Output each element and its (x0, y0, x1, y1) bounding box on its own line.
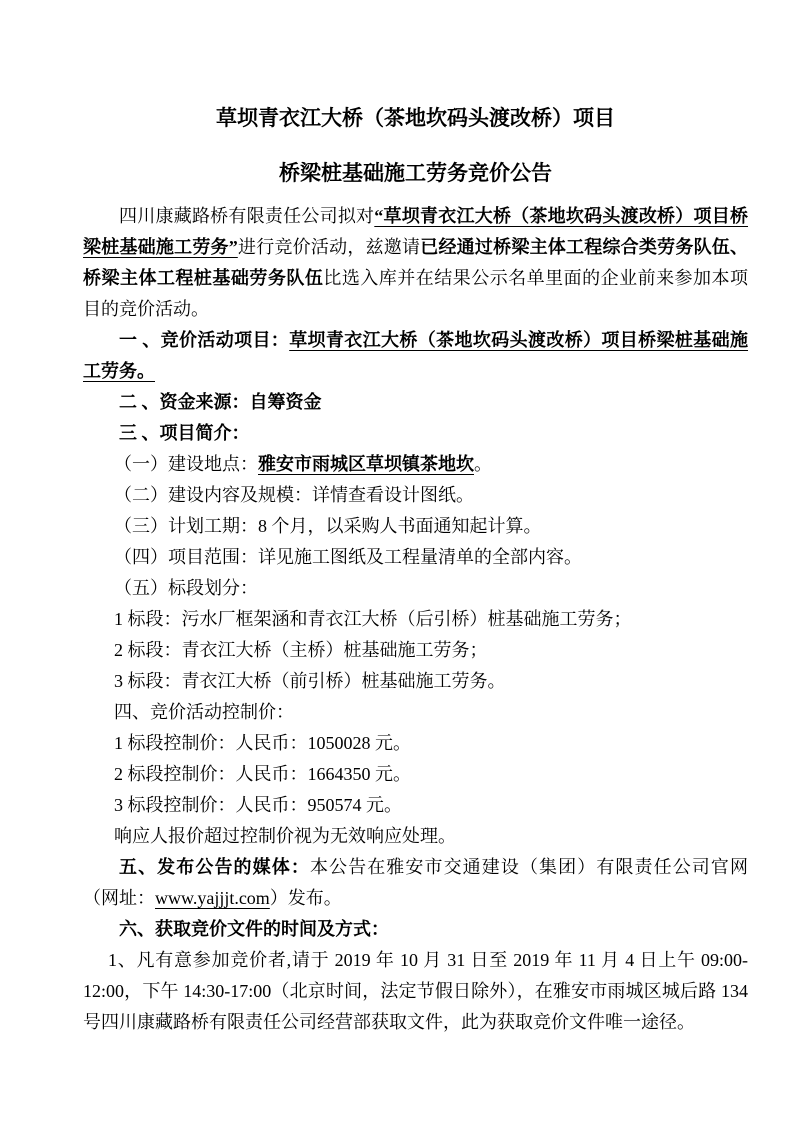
lot-3 (83, 666, 748, 697)
project-name-emphasis: “草坝青衣江大桥（茶地坎码头渡改桥）项目桥梁桩基础施工劳务” (83, 206, 749, 257)
text-run: （五）标段划分： (114, 578, 258, 598)
lot-2 (83, 635, 748, 666)
item-4-range (83, 542, 748, 573)
bidding-project-name: 草坝青衣江大桥（茶地坎码头渡改桥）项目桥梁桩基础施工劳务。 (83, 330, 749, 381)
text-run: 四川康藏路桥有限责任公司拟对 (119, 206, 375, 226)
section-4-heading (83, 697, 748, 728)
text-run: 本公告在雅安市交通建设（集团）有限责任公司官网（网址： (83, 857, 748, 908)
text-run: 2 标段控制价：人民币：1664350 元。 (114, 764, 411, 784)
lot-2-control-price (83, 759, 748, 790)
lot-3-control-price (83, 790, 748, 821)
title-line-2: 桥梁桩基础施工劳务竞价公告 (279, 161, 552, 185)
section-5-media (83, 852, 748, 914)
website-url: www.yajjjt.com (155, 888, 270, 908)
text-run: 四、竞价活动控制价： (114, 702, 294, 722)
item-1-location (83, 449, 748, 480)
item-2-scope (83, 480, 748, 511)
control-price-note (83, 821, 748, 852)
section-2-heading (83, 387, 748, 418)
lot-1 (83, 604, 748, 635)
text-run: （三）计划工期：8 个月，以采购人书面通知起计算。 (114, 516, 542, 536)
qualified-teams-emphasis: 已经通过桥梁主体工程综合类劳务队伍、桥梁主体工程桩基础劳务队伍 (83, 237, 749, 288)
text-run: （四）项目范围：详见施工图纸及工程量清单的全部内容。 (114, 547, 582, 567)
text-run: 2 标段：青衣江大桥（主桥）桩基础施工劳务； (114, 640, 488, 660)
text-run: 1 标段控制价：人民币：1050028 元。 (114, 733, 411, 753)
section-3-heading (83, 418, 748, 449)
section-6-heading (83, 914, 748, 945)
text-run: 1 标段：污水厂框架涵和青衣江大桥（后引桥）桩基础施工劳务； (114, 609, 632, 629)
text-run: 五、发布公告的媒体： (119, 857, 310, 877)
text-run: 。 (474, 454, 492, 474)
document-title (83, 91, 748, 201)
item-5-lots (83, 573, 748, 604)
text-run: 3 标段：青衣江大桥（前引桥）桩基础施工劳务。 (114, 671, 506, 691)
acquisition-paragraph (83, 945, 748, 1038)
title-line-1: 草坝青衣江大桥（茶地坎码头渡改桥）项目 (216, 106, 615, 130)
text-run: 响应人报价超过控制价视为无效响应处理。 (114, 826, 456, 846)
text-run: （一）建设地点： (114, 454, 258, 474)
text-run: 一 、竞价活动项目： (119, 330, 290, 350)
text-run: 三 、项目简介： (119, 423, 250, 443)
item-3-duration (83, 511, 748, 542)
text-run: ）发布。 (269, 888, 342, 908)
text-run: 二 、资金来源：自筹资金 (119, 392, 322, 412)
text-run: 比选入库并在结果公示名单里面的企业前来参加本项目的竞价活动。 (83, 268, 749, 319)
lot-1-control-price (83, 728, 748, 759)
text-run: 1、凡有意参加竞价者,请于 2019 年 10 月 31 日至 2019 年 11 月 4 日上午 09:00-12:00，下午 14:30-17:00（北京时间，法定节假日除外），在雅安市雨城区城后路 134 号四川康藏路桥有限责任公司经营部获取文件，此为获取竞价文件唯一途径。 (83, 950, 748, 1032)
construction-location: 雅安市雨城区草坝镇茶地坎 (258, 454, 474, 474)
intro-paragraph (83, 201, 748, 325)
document-body (83, 201, 748, 1038)
text-run: 进行竞价活动，兹邀请 (237, 237, 421, 257)
text-run: 3 标段控制价：人民币：950574 元。 (114, 795, 402, 815)
section-1-heading (83, 325, 748, 387)
text-run: （二）建设内容及规模：详情查看设计图纸。 (114, 485, 474, 505)
text-run: 六、获取竞价文件的时间及方式： (119, 919, 389, 939)
